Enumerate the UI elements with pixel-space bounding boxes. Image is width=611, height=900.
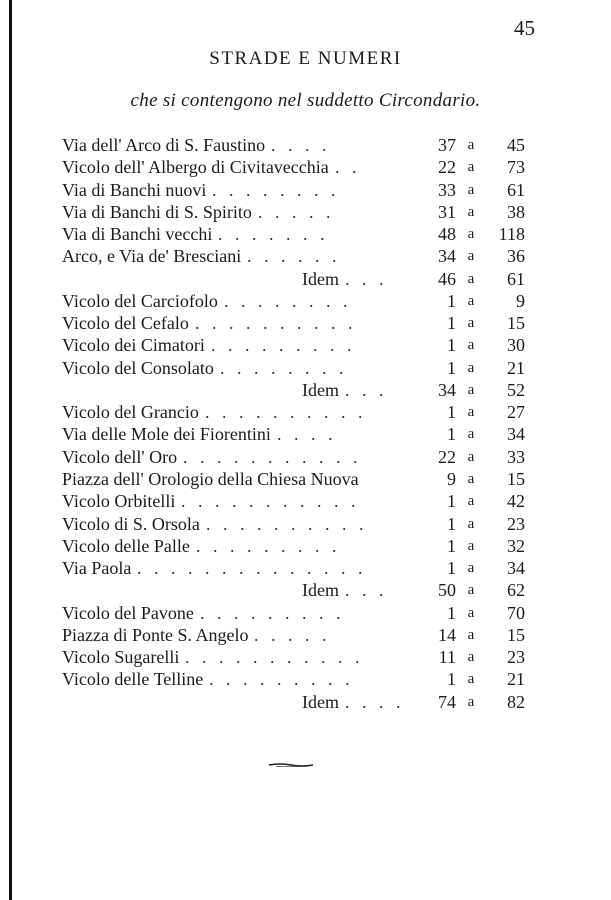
page-title: STRADE E NUMERI [209,48,402,69]
range-separator: a [467,626,475,643]
house-number-start: 22 [438,157,456,178]
street-row [0,290,611,312]
leader-dots: . . . . [277,424,337,445]
street-row [0,602,611,624]
leader-dots: . . . . . . . . . [211,335,356,356]
street-name: Vicolo del Grancio [62,402,199,423]
street-name: Vicolo di S. Orsola [62,513,200,534]
street-row [0,357,611,379]
street-row [0,201,611,223]
idem-row [0,379,611,401]
house-number-start: 1 [447,424,456,445]
house-number-start: 11 [438,647,456,668]
leader-dots: . . . . . . . . . . . [185,647,364,668]
street-name: Idem [302,379,339,400]
leader-dots: . . . . . . . . [220,357,348,378]
leader-dots: . . . . [345,691,405,712]
house-number-start: 33 [438,179,456,200]
range-separator: a [467,493,475,510]
range-separator: a [467,181,475,198]
leader-dots: . . . . . [254,624,331,645]
house-number-start: 1 [447,513,456,534]
range-separator: a [467,381,475,398]
range-separator: a [467,426,475,443]
leader-dots: . . . . . . . . . . . . . . [137,558,367,579]
range-separator: a [467,270,475,287]
street-row [0,535,611,557]
leader-dots: . . . . . . . . . [196,535,341,556]
street-name: Via Paola [62,558,132,579]
street-name: Via dell' Arco di S. Faustino [62,135,266,155]
range-separator: a [467,604,475,621]
range-separator: a [467,693,475,710]
street-name: Via di Banchi nuovi [62,179,207,200]
house-number-end: 32 [507,535,525,556]
range-separator: a [467,537,475,554]
house-number-end: 118 [498,224,525,245]
leader-dots: . . . . . . [247,246,341,267]
house-number-start: 1 [447,313,456,334]
house-number-start: 1 [447,558,456,579]
range-separator: a [467,649,475,666]
house-number-end: 70 [507,602,525,623]
house-number-end: 36 [507,246,525,267]
street-row [0,668,611,690]
street-row [0,624,611,646]
house-number-end: 15 [507,468,525,489]
house-number-end: 61 [507,179,525,200]
idem-row [0,691,611,713]
street-name: Vicolo delle Telline [62,669,204,690]
street-row [0,446,611,468]
house-number-start: 74 [438,691,456,712]
range-separator: a [467,560,475,577]
street-row [0,179,611,201]
street-name: Vicolo del Cefalo [62,313,189,334]
house-number-start: 1 [447,602,456,623]
street-name: Vicolo del Consolato [62,357,214,378]
closing-rule-ornament [268,762,314,768]
house-number-start: 1 [447,290,456,311]
house-number-end: 52 [507,379,525,400]
street-name: Idem [302,691,339,712]
street-name: Vicolo del Carciofolo [62,290,218,311]
house-number-end: 33 [507,446,525,467]
house-number-start: 9 [447,468,456,489]
range-separator: a [467,292,475,309]
range-separator: a [467,248,475,265]
house-number-start: 34 [438,379,456,400]
house-number-end: 82 [507,691,525,712]
house-number-start: 31 [438,201,456,222]
house-number-start: 1 [447,535,456,556]
street-row [0,401,611,423]
range-separator: a [467,203,475,220]
range-separator: a [467,137,475,153]
street-name: Idem [302,580,339,601]
street-name: Vicolo dell' Albergo di Civitavecchia [62,157,329,178]
house-number-start: 46 [438,268,456,289]
house-number-end: 23 [507,647,525,668]
house-number-end: 9 [516,290,525,311]
range-separator: a [467,470,475,487]
street-row [0,557,611,579]
leader-dots: . . . . . . . . . . [205,402,367,423]
street-name: Via di Banchi di S. Spirito [62,201,252,222]
house-number-end: 30 [507,335,525,356]
house-number-start: 34 [438,246,456,267]
house-number-end: 62 [507,580,525,601]
street-row [0,223,611,245]
range-separator: a [467,515,475,532]
street-row [0,423,611,445]
street-name: Vicolo Sugarelli [62,647,180,668]
street-row [0,490,611,512]
house-number-start: 14 [438,624,456,645]
house-number-start: 50 [438,580,456,601]
house-number-end: 15 [507,313,525,334]
street-name: Idem [302,268,339,289]
leader-dots: . . . . . . . . [224,290,352,311]
house-number-end: 42 [507,491,525,512]
street-name: Vicolo dei Cimatori [62,335,205,356]
range-separator: a [467,337,475,354]
street-name: Vicolo Orbitelli [62,491,176,512]
leader-dots: . . . . . [258,201,335,222]
range-separator: a [467,582,475,599]
street-row [0,312,611,334]
street-row [0,156,611,178]
house-number-end: 61 [507,268,525,289]
range-separator: a [467,359,475,376]
street-name: Via delle Mole dei Fiorentini [62,424,271,445]
range-separator: a [467,671,475,688]
leader-dots: . . . . [271,135,331,155]
street-row [0,513,611,535]
range-separator: a [467,404,475,421]
street-name: Piazza di Ponte S. Angelo [62,624,249,645]
street-name: Arco, e Via de' Bresciani [62,246,242,267]
house-number-start: 1 [447,402,456,423]
house-number-end: 23 [507,513,525,534]
house-number-end: 45 [507,135,525,155]
house-number-end: 21 [507,357,525,378]
leader-dots: . . . . . . . [218,224,329,245]
house-number-end: 15 [507,624,525,645]
street-row [0,334,611,356]
house-number-start: 22 [438,446,456,467]
house-number-start: 48 [438,224,456,245]
house-number-end: 73 [507,157,525,178]
leader-dots: . . . . . . . . . . [195,313,357,334]
street-name: Vicolo dell' Oro [62,446,178,467]
house-number-end: 34 [507,424,525,445]
house-number-end: 21 [507,669,525,690]
leader-dots: . . . . . . . . . [200,602,345,623]
street-row [0,134,611,156]
range-separator: a [467,448,475,465]
range-separator: a [467,315,475,332]
street-row [0,646,611,668]
street-row [0,468,611,490]
leader-dots: . . . . . . . . . [209,669,354,690]
house-number-start: 1 [447,669,456,690]
leader-dots: . . . . . . . . [212,179,340,200]
house-number-start: 1 [447,491,456,512]
house-number-end: 38 [507,201,525,222]
house-number-start: 37 [438,135,456,155]
idem-row [0,268,611,290]
house-number-end: 27 [507,402,525,423]
house-number-start: 1 [447,335,456,356]
house-number-start: 1 [447,357,456,378]
leader-dots: . . . [345,379,388,400]
page-subtitle: che si contengono nel suddetto Circondario. [130,90,481,111]
leader-dots: . . . . . . . . . . . [181,491,360,512]
idem-row [0,579,611,601]
range-separator: a [467,226,475,243]
leader-dots: . . . . . . . . . . . [183,446,362,467]
street-name: Via di Banchi vecchi [62,224,213,245]
leader-dots: . . . [345,268,388,289]
street-name: Vicolo delle Palle [62,535,190,556]
street-name: Piazza dell' Orologio della Chiesa Nuova [62,468,359,489]
leader-dots: . . [335,157,361,178]
page-number: 45 [514,16,535,40]
street-row [0,245,611,267]
house-number-end: 34 [507,558,525,579]
street-name: Vicolo del Pavone [62,602,194,623]
leader-dots: . . . [345,580,388,601]
leader-dots: . . . . . . . . . . [206,513,368,534]
range-separator: a [467,159,475,176]
street-list [0,134,611,713]
